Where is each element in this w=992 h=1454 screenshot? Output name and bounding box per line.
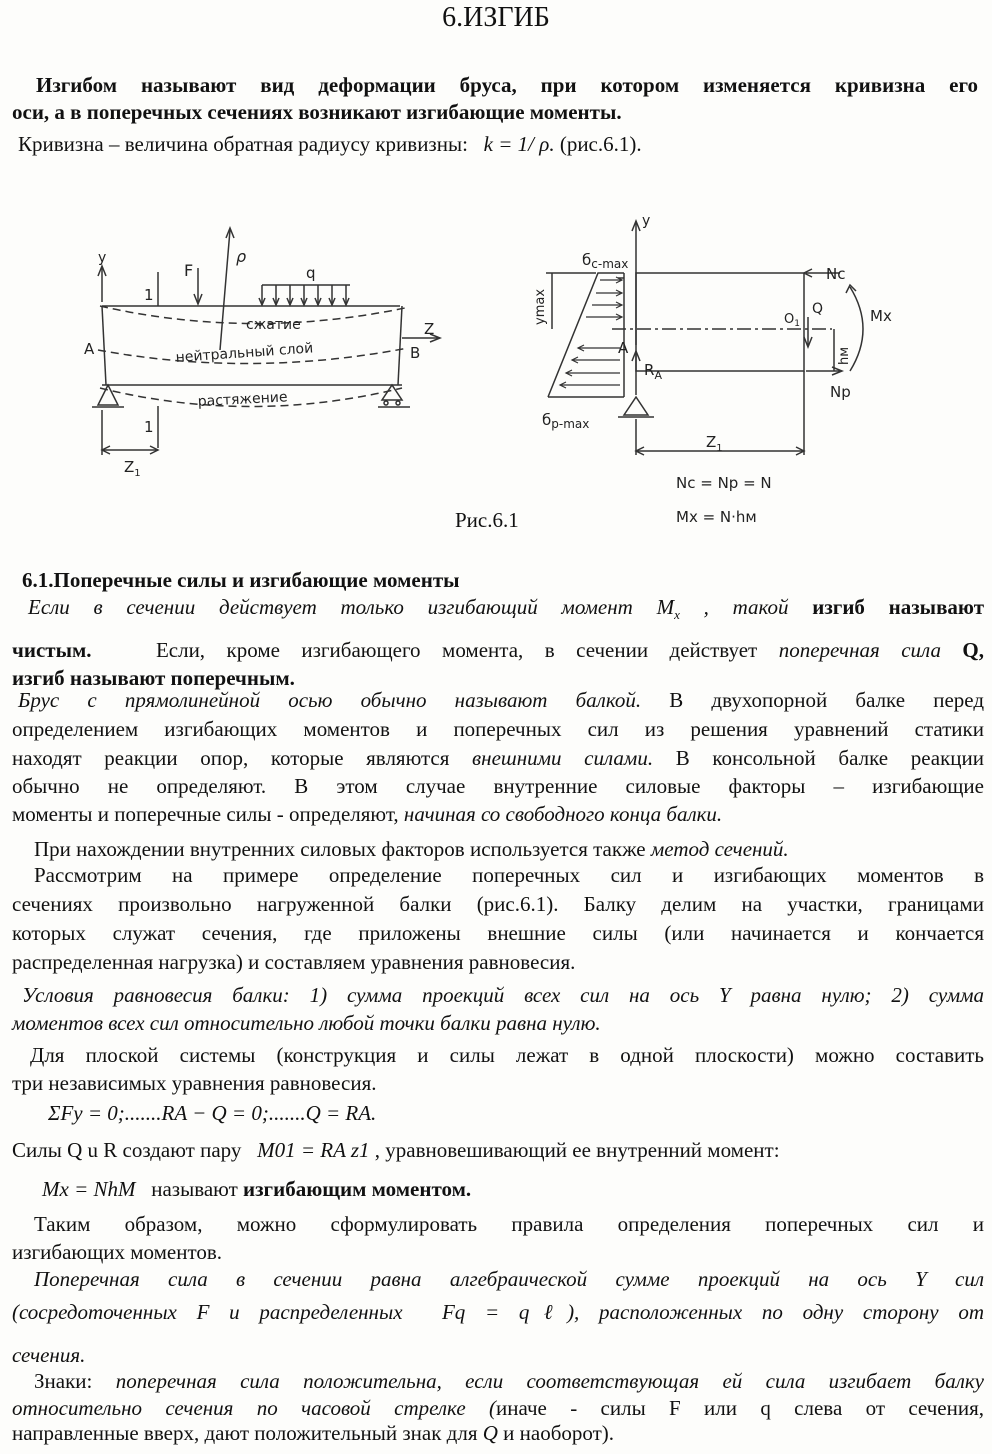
equation-fq: Fq = qℓ — [441, 1300, 568, 1324]
paragraph-line: сечения. — [12, 1343, 86, 1367]
label-sigma-c-max: $б_{c-max}$ — [582, 251, 629, 271]
label-ymax: ymax — [533, 288, 548, 325]
section-heading: 6.1.Поперечные силы и изгибающие моменты — [22, 568, 460, 592]
paragraph-line: Силы Q u R создают пару M01 = RA z1 , уравновешивающий ее внутренний момент: — [12, 1138, 780, 1162]
page-title: 6.ИЗГИБ — [442, 2, 550, 33]
label-right-z1: $Z_1$ — [706, 433, 723, 454]
label-z1: $Z_1$ — [124, 458, 141, 479]
paragraph-line: три независимых уравнения равновесия. — [12, 1071, 377, 1095]
label-A: A — [84, 340, 95, 358]
paragraph-line: изгибающих моментов. — [12, 1240, 223, 1264]
label-neutral-layer: нейтральный слой — [175, 340, 314, 366]
label-F: F — [184, 261, 194, 280]
curvature-text: Кривизна – величина обратная радиусу кривизны: — [18, 132, 468, 156]
label-right-y: y — [642, 213, 651, 229]
label-sigma-p-max: $б_{p-max}$ — [542, 411, 590, 431]
curvature-formula: k = 1/ ρ. — [483, 132, 555, 156]
paragraph-line: находят реакции опор, которые являются внешними силами. В консольной балке реакции — [12, 746, 985, 770]
paragraph-line: При нахождении внутренних силовых факторов используется также метод сечений. — [34, 837, 789, 861]
figure-caption: Рис.6.1 — [455, 508, 519, 532]
label-Np: Np — [830, 383, 851, 401]
label-Q: Q — [812, 301, 824, 317]
paragraph-line: (сосредоточенных F и распределенных Fq = qℓ), расположенных по одну сторону от — [12, 1300, 984, 1324]
label-compression: сжатие — [246, 317, 301, 333]
paragraph-line: Таким образом, можно сформулировать правила определения поперечных сил и — [34, 1212, 984, 1236]
paragraph-line: моменты и поперечные силы - определяют, начиная со свободного конца балки. — [12, 802, 723, 826]
paragraph-line: Mx = NhM называют изгибающим моментом. — [42, 1177, 472, 1201]
label-q: q — [306, 264, 316, 282]
curvature-ref: (рис.6.1). — [559, 132, 642, 156]
label-y: y — [98, 250, 107, 266]
label-RA: $R_A$ — [644, 361, 662, 382]
paragraph-line: распределенная нагрузка) и составляем уравнения равновесия. — [12, 950, 576, 974]
paragraph-line: Для плоской системы (конструкция и силы лежат в одной плоскости) можно составить — [30, 1043, 984, 1067]
label-one-top: 1 — [144, 286, 154, 304]
equation-Mx: Mx = N·hм — [676, 508, 757, 525]
label-B: B — [410, 344, 421, 362]
paragraph-line: Условия равновесия балки: 1) сумма проекций всех сил на ось Y равна нулю; 2) сумма — [22, 983, 984, 1007]
label-O1: $O_1$ — [784, 312, 800, 329]
paragraph-line: моментов всех сил относительно любой точки балки равна нулю. — [12, 1011, 601, 1035]
paragraph-line: изгиб называют поперечным. — [12, 666, 295, 690]
paragraph-line: относительно сечения по часовой стрелке (иначе - силы F или q слева от сечения, — [12, 1396, 984, 1420]
definition-line-1: Изгибом называют вид деформации бруса, при котором изменяется кривизна его — [36, 73, 978, 97]
label-Nc: Nc — [826, 265, 846, 283]
label-rho: ρ — [236, 247, 247, 266]
paragraph-line: обычно не определяют. В этом случае внутренние силовые факторы – изгибающие — [12, 774, 984, 798]
paragraph-line: Рассмотрим на примере определение поперечных сил и изгибающих моментов в — [34, 863, 984, 887]
equation-m01: M01 = RA z1 — [257, 1138, 370, 1162]
paragraph-line: направленные вверх, дают положительный знак для Q и наоборот). — [12, 1421, 615, 1445]
beam-diagram — [80, 210, 460, 490]
equation-N: Nc = Np = N — [676, 474, 772, 492]
label-tension: растяжение — [197, 389, 288, 410]
label-Mx: Mx — [870, 307, 892, 325]
label-hm: hм — [837, 346, 852, 365]
equation-sum-fy: ΣFy = 0;.......RA − Q = 0;.......Q = RA. — [48, 1101, 377, 1125]
curvature-line — [18, 131, 984, 157]
paragraph-line: сечениях произвольно нагруженной балки (рис.6.1). Балку делим на участки, границами — [12, 892, 984, 916]
label-one-bottom: 1 — [144, 418, 154, 436]
paragraph-line: Поперечная сила в сечении равна алгебраической сумме проекций на ось Y сил — [34, 1267, 984, 1291]
paragraph-line: чистым. Если, кроме изгибающего момента, в сечении действует поперечная сила Q, — [12, 638, 985, 662]
label-Z: Z — [424, 320, 435, 338]
inline-formula-mx: $M_x$ — [656, 595, 680, 623]
definition-line-2: оси, а в поперечных сечениях возникают изгибающие моменты. — [12, 100, 622, 124]
paragraph-line: определением изгибающих моментов и поперечных сил из решения уравнений статики — [12, 717, 984, 741]
paragraph-line: Знаки: поперечная сила положительна, если соответствующая ей сила изгибает балку — [34, 1369, 985, 1393]
label-right-A: A — [618, 339, 629, 357]
paragraph-line: Брус с прямолинейной осью обычно называют балкой. В двухопорной балке перед — [18, 688, 985, 712]
paragraph-line: Если в сечении действует только изгибающий момент $M_x$ , такой изгиб называют — [28, 595, 985, 623]
equation-mx: Mx = NhM — [42, 1177, 136, 1201]
section-diagram — [520, 205, 920, 525]
paragraph-line: которых служат сечения, где приложены внешние силы (или начинается и кончается — [12, 921, 984, 945]
